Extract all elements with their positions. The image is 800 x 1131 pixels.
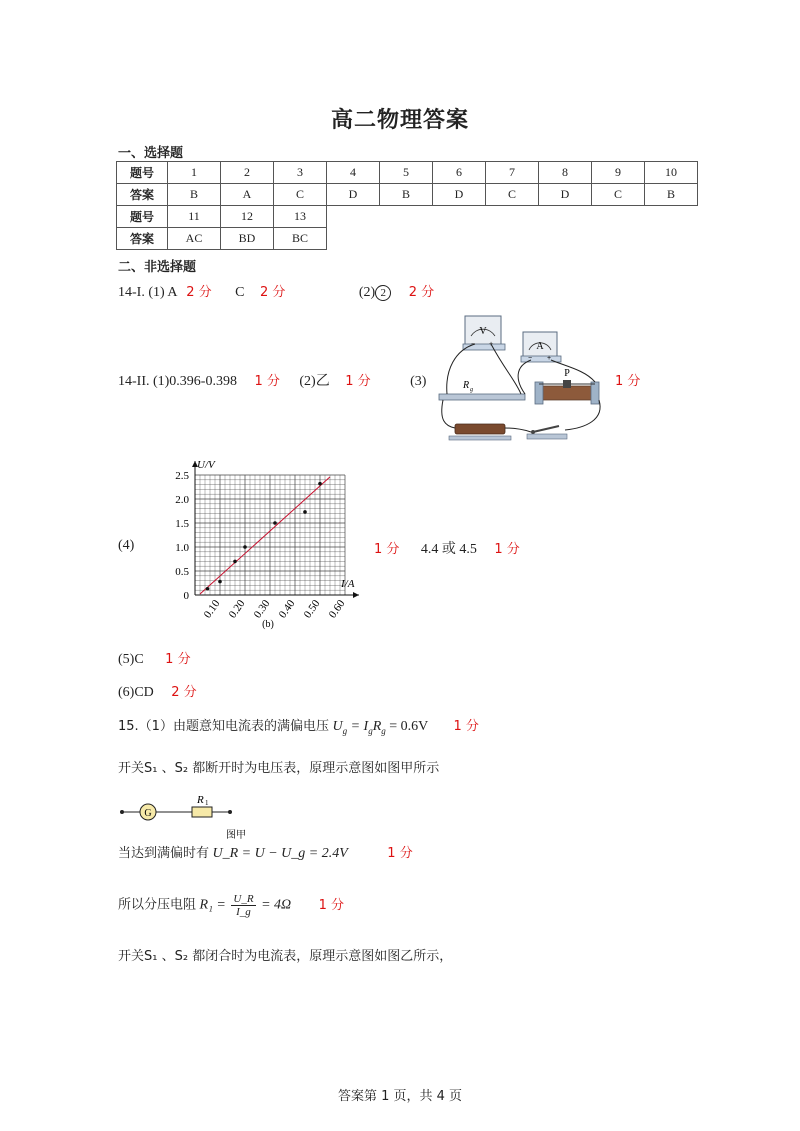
formula-sub: g (381, 725, 386, 736)
score: 1 分 (494, 542, 520, 557)
table-row (117, 228, 698, 250)
resistor-subscript: g (470, 387, 473, 393)
figure-jia (118, 790, 248, 840)
resistor-board-icon (439, 380, 525, 400)
table-cell: 1 (168, 162, 221, 184)
q14-1-line (118, 281, 434, 301)
battery-icon (449, 424, 511, 440)
chart-x-label: I/A (341, 578, 355, 590)
y-tick-label: 1.0 (175, 542, 189, 554)
y-tick-label: 0 (183, 590, 189, 602)
q14-1-part2: (2) (358, 285, 376, 300)
formula-lhs: R₁ = (199, 897, 226, 913)
table-cell: B (645, 184, 698, 206)
table-row (117, 184, 698, 206)
q15-3-line (118, 842, 413, 862)
table-cell: C (274, 184, 327, 206)
table-cell: AC (168, 228, 221, 250)
score: 2 分 (186, 285, 212, 300)
table-cell: 3 (274, 162, 327, 184)
table-cell: BD (221, 228, 274, 250)
section-heading-nonchoice: 二、非选择题 (118, 260, 197, 275)
table-cell: 5 (380, 162, 433, 184)
row-label-question: 题号 (117, 206, 168, 228)
q14-4-answer-line (374, 538, 520, 558)
data-point (218, 580, 222, 584)
resistor-icon (192, 794, 212, 817)
table-cell: 13 (274, 206, 327, 228)
table-cell: 4 (327, 162, 380, 184)
q14-5-line (118, 648, 191, 668)
circled-number: 2 (375, 285, 391, 301)
resistor-label: R (197, 794, 204, 806)
formula: U_R = U − U_g = 2.4V (212, 846, 348, 861)
table-cell: C (486, 184, 539, 206)
answer-table (116, 161, 698, 250)
q14-2-prefix: 14-II. (1)0.396-0.398 (118, 374, 237, 389)
switch-icon (527, 426, 567, 439)
q14-1-prefix: 14-I. (1) A (118, 285, 177, 300)
row-label-answer: 答案 (117, 184, 168, 206)
q15-2-line: 开关S₁ 、S₂ 都断开时为电压表，原理示意图如图甲所示 (118, 761, 440, 776)
score: 1 分 (318, 897, 345, 913)
formula-value: = 4Ω (261, 897, 292, 913)
y-tick-label: 1.5 (175, 518, 189, 530)
galvanometer-label: G (144, 808, 152, 819)
terminal-minus: − (527, 355, 533, 362)
y-tick-label: 0.5 (175, 566, 189, 578)
y-tick-label: 2.0 (175, 494, 189, 506)
table-row (117, 206, 698, 228)
q15-5-line: 开关S₁ 、S₂ 都闭合时为电流表，原理示意图如图乙所示， (118, 949, 453, 964)
q14-4-answer: 4.4 或 4.5 (420, 542, 477, 557)
table-cell: D (433, 184, 486, 206)
data-point (206, 587, 210, 591)
x-axis-arrow (353, 592, 359, 598)
formula-r: R (372, 719, 382, 734)
circuit-diagram (435, 310, 615, 450)
galvanometer-icon (140, 804, 156, 820)
score: 2 分 (171, 685, 197, 700)
score: 1 分 (615, 374, 641, 389)
rheostat-icon (535, 368, 599, 404)
chart-y-label: U/V (197, 459, 215, 471)
score: 1 分 (374, 542, 400, 557)
x-tick-label: 0.20 (226, 597, 248, 621)
table-cell: 7 (486, 162, 539, 184)
score: 1 分 (165, 652, 191, 667)
u-i-chart (150, 450, 380, 635)
q14-6-line (118, 681, 197, 701)
resistor-label: R (463, 380, 470, 391)
voltmeter-icon (463, 316, 505, 350)
terminal-plus: + (488, 341, 494, 348)
terminal-plus: + (546, 355, 552, 362)
row-label-question: 题号 (117, 162, 168, 184)
q15-4-text: 所以分压电阻 (118, 897, 197, 913)
formula-sub: g (342, 725, 348, 736)
table-cell: 2 (221, 162, 274, 184)
table-cell: 6 (433, 162, 486, 184)
q15-1-text: 15.（1）由题意知电流表的满偏电压 (118, 719, 329, 734)
data-point (303, 510, 307, 514)
x-tick-label: 0.60 (326, 597, 348, 621)
q14-2-part3: (3) (410, 374, 427, 389)
table-cell: D (327, 184, 380, 206)
formula-eq: = I (347, 719, 369, 734)
chart-grid (195, 475, 345, 595)
q15-4-line (118, 893, 344, 918)
table-cell: D (539, 184, 592, 206)
formula-u: U (332, 719, 343, 734)
table-cell: C (592, 184, 645, 206)
table-row (117, 162, 698, 184)
q14-5-label: (5)C (118, 652, 144, 667)
x-tick-label: 0.50 (301, 597, 323, 621)
table-cell: B (380, 184, 433, 206)
fraction (231, 893, 255, 918)
data-point (273, 521, 277, 525)
slider-label: P (564, 368, 570, 379)
table-cell: 8 (539, 162, 592, 184)
table-cell: 9 (592, 162, 645, 184)
table-cell: BC (274, 228, 327, 250)
data-point (243, 545, 247, 549)
q15-3-text: 当达到满偏时有 (118, 846, 210, 861)
chart-title: (b) (262, 619, 274, 630)
q14-1-mid: C (235, 285, 245, 300)
page-footer: 答案第 1 页，共 4 页 (337, 1089, 463, 1104)
fraction-numerator: U_R (233, 893, 254, 905)
ammeter-icon (521, 332, 561, 362)
data-point (318, 482, 322, 486)
terminal-minus: − (470, 341, 476, 348)
data-point (233, 560, 237, 564)
row-label-answer: 答案 (117, 228, 168, 250)
q14-6-label: (6)CD (118, 685, 154, 700)
table-cell: 12 (221, 206, 274, 228)
q15-1-line (118, 715, 479, 736)
score: 1 分 (345, 374, 371, 389)
score: 2 分 (408, 285, 435, 300)
page-title: 高二物理答案 (330, 108, 469, 133)
formula-sub: g (368, 725, 373, 736)
fraction-denominator: I_g (236, 906, 251, 918)
table-cell: 10 (645, 162, 698, 184)
figure-caption: 图甲 (226, 830, 246, 840)
x-tick-label: 0.30 (251, 597, 273, 621)
table-cell: 11 (168, 206, 221, 228)
score: 1 分 (254, 374, 280, 389)
section-heading-choice: 一、选择题 (118, 146, 184, 161)
table-cell: B (168, 184, 221, 206)
x-tick-label: 0.40 (276, 597, 298, 621)
q14-2-part2: (2)乙 (299, 374, 330, 389)
resistor-subscript: 1 (205, 799, 209, 807)
q14-2-line (118, 370, 426, 390)
ammeter-label: A (536, 341, 544, 352)
score: 1 分 (387, 846, 413, 861)
score: 1 分 (453, 719, 479, 734)
chart-tick-labels (175, 470, 347, 620)
table-cell: A (221, 184, 274, 206)
score: 2 分 (259, 285, 286, 300)
x-tick-label: 0.10 (201, 597, 223, 621)
q14-4-label: (4) (118, 538, 135, 553)
formula-value: = 0.6V (385, 719, 429, 734)
voltmeter-label: V (479, 326, 487, 337)
y-tick-label: 2.5 (175, 470, 189, 482)
chart-axes (192, 461, 359, 598)
